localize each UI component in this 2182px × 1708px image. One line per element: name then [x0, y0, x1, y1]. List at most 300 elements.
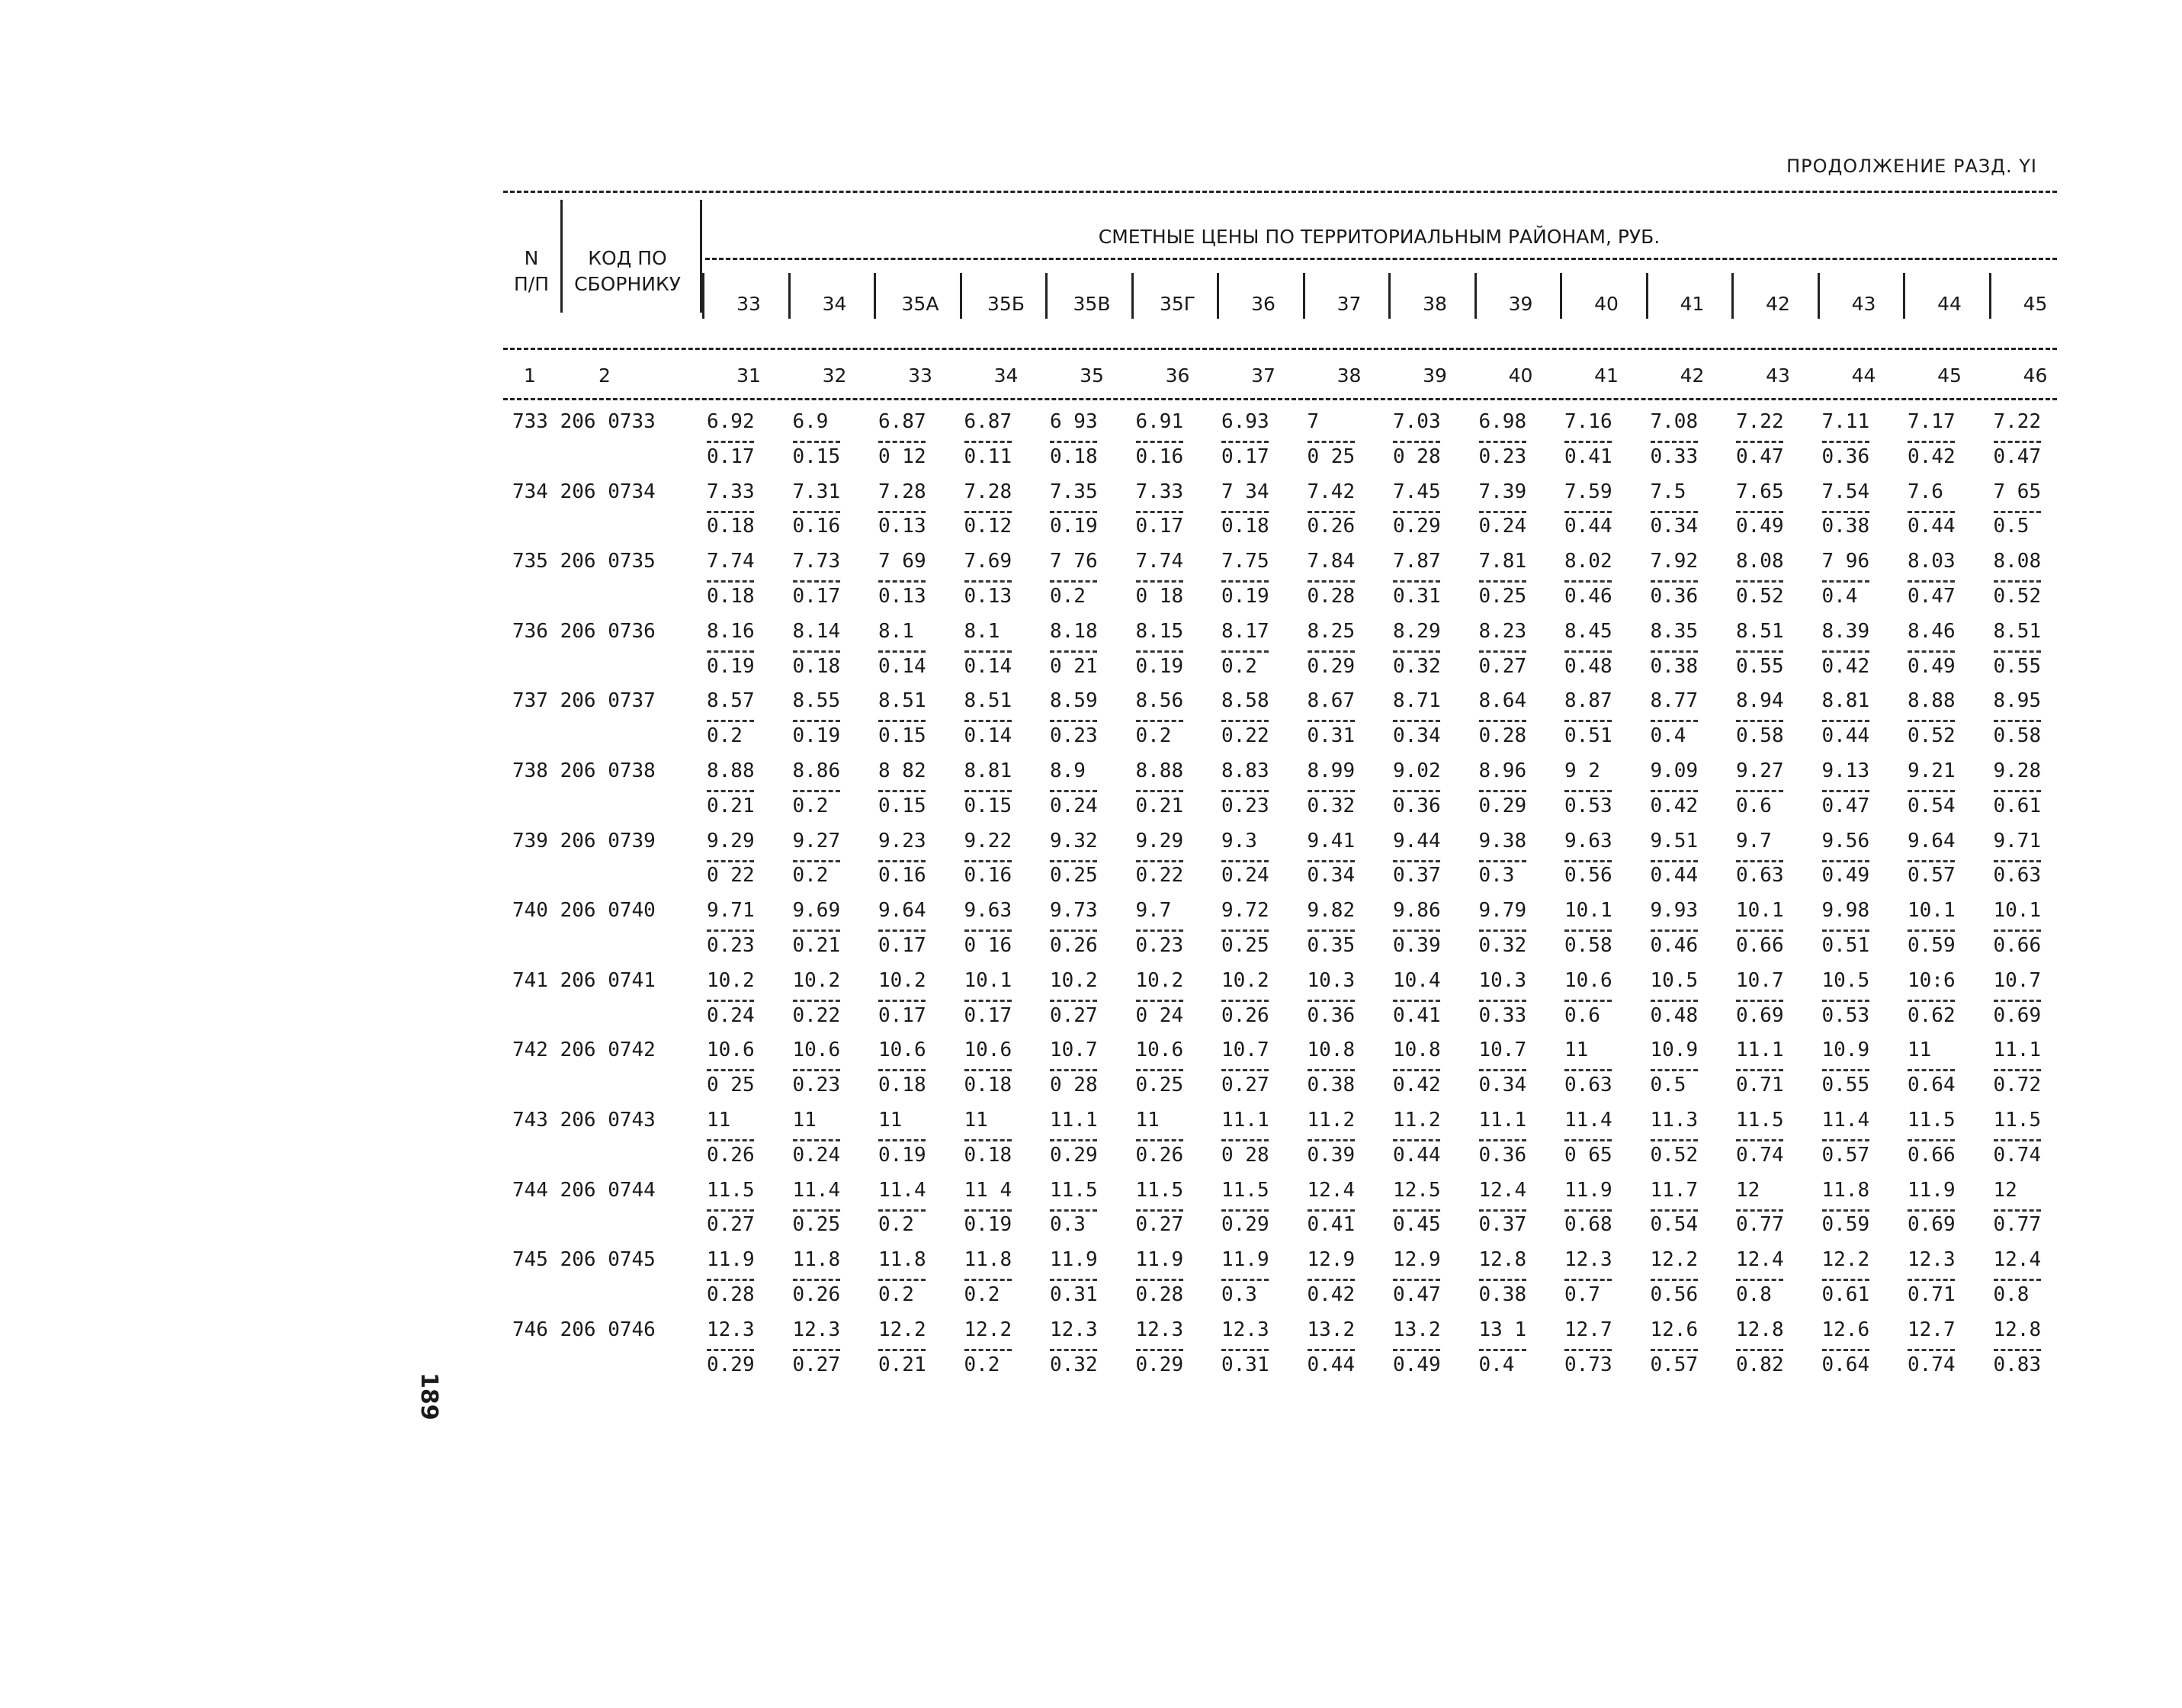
fraction-bar — [1822, 580, 1869, 583]
fraction-bar — [1908, 720, 1955, 722]
price-cell: 0.24 — [1221, 864, 1269, 888]
price-cell: 11 — [1564, 1039, 1589, 1062]
price-cell: 12.9 — [1307, 1248, 1356, 1272]
price-cell: 12.4 — [1307, 1178, 1356, 1202]
fraction-bar — [1651, 1349, 1698, 1351]
price-cell: 8.46 — [1908, 619, 1956, 643]
price-cell: 0.32 — [1478, 934, 1527, 957]
price-cell: 12.8 — [1993, 1318, 2042, 1341]
price-cell: 0.31 — [1221, 1353, 1269, 1376]
fraction-bar — [707, 441, 754, 443]
price-cell: 10.9 — [1821, 1039, 1870, 1062]
price-cell: 0.31 — [1307, 724, 1356, 748]
price-cell: 0.26 — [707, 1143, 755, 1167]
fraction-bar — [964, 860, 1012, 862]
price-cell: 7.73 — [792, 550, 841, 573]
fraction-bar — [1136, 860, 1183, 862]
fraction-bar — [1908, 650, 1955, 653]
price-cell: 0.21 — [1135, 794, 1184, 817]
fraction-bar — [878, 1279, 926, 1281]
price-cell: 0.19 — [878, 1143, 926, 1167]
fraction-bar — [1221, 1209, 1269, 1212]
price-cell: 10.9 — [1650, 1039, 1699, 1062]
price-cell: 0.3 — [1050, 1213, 1086, 1237]
fraction-bar — [1308, 650, 1355, 653]
fraction-bar — [1822, 650, 1869, 653]
price-cell: 9.28 — [1993, 759, 2042, 782]
price-cell: 0.31 — [1393, 585, 1441, 608]
price-cell: 9.79 — [1478, 899, 1527, 923]
fraction-bar — [1994, 1069, 2041, 1071]
price-cell: 0.58 — [1564, 934, 1612, 957]
price-cell: 0.34 — [1393, 724, 1441, 748]
price-cell: 0.59 — [1821, 1213, 1870, 1237]
fraction-bar — [1736, 441, 1783, 443]
price-cell: 0.25 — [1135, 1074, 1184, 1097]
price-cell: 0.24 — [1478, 515, 1527, 538]
fraction-bar — [878, 1209, 926, 1212]
price-cell: 8.55 — [792, 689, 841, 713]
price-cell: 11.2 — [1307, 1109, 1356, 1132]
fraction-bar — [1393, 1000, 1440, 1002]
price-cell: 0.42 — [1307, 1283, 1356, 1306]
fraction-bar — [1564, 860, 1612, 862]
price-cell: 0.2 — [1135, 724, 1172, 748]
price-cell: 10:6 — [1908, 968, 1956, 992]
price-cell: 0.15 — [792, 445, 841, 468]
row-code: 733 206 0733 — [512, 410, 656, 433]
fraction-bar — [1736, 720, 1783, 722]
price-cell: 0.73 — [1564, 1353, 1612, 1376]
price-cell: 0.2 — [1050, 585, 1086, 608]
fraction-bar — [1736, 929, 1783, 932]
price-cell: 0.32 — [1393, 654, 1441, 678]
fraction-bar — [1564, 1349, 1612, 1351]
fraction-bar — [1050, 790, 1097, 792]
fraction-bar — [1651, 441, 1698, 443]
price-cell: 0.52 — [1736, 585, 1784, 608]
fraction-bar — [1479, 1000, 1526, 1002]
fraction-bar — [1651, 929, 1698, 932]
price-cell: 0.18 — [707, 515, 755, 538]
price-cell: 0.66 — [1908, 1143, 1956, 1167]
price-cell: 11.1 — [1050, 1109, 1098, 1132]
price-cell: 11.8 — [1821, 1178, 1870, 1202]
price-cell: 11.4 — [1564, 1109, 1612, 1132]
fraction-bar — [1136, 1349, 1183, 1351]
price-cell: 0 22 — [707, 864, 755, 888]
price-cell: 0.2 — [707, 724, 743, 748]
price-cell: 0.57 — [1908, 864, 1956, 888]
price-cell: 0.38 — [1478, 1283, 1527, 1306]
price-cell: 8.08 — [1736, 550, 1784, 573]
fraction-bar — [1050, 1209, 1097, 1212]
fraction-bar — [1050, 580, 1097, 583]
district-divider — [1474, 273, 1477, 319]
fraction-bar — [878, 790, 926, 792]
row-code: 734 206 0734 — [512, 480, 656, 503]
price-cell: 11.5 — [707, 1178, 755, 1202]
price-cell: 0.36 — [1478, 1143, 1527, 1167]
price-cell: 0.17 — [964, 1003, 1012, 1027]
price-cell: 0.77 — [1736, 1213, 1784, 1237]
price-cell: 11 — [792, 1109, 817, 1132]
price-cell: 0.47 — [1393, 1283, 1441, 1306]
price-cell: 9.72 — [1221, 899, 1269, 923]
price-cell: 8.88 — [707, 759, 755, 782]
fraction-bar — [964, 1069, 1012, 1071]
column-number: 43 — [1766, 364, 1790, 387]
price-cell: 8.88 — [1908, 689, 1956, 713]
price-cell: 0.21 — [792, 934, 841, 957]
price-cell: 8.15 — [1135, 619, 1184, 643]
price-cell: 8.81 — [964, 759, 1012, 782]
fraction-bar — [793, 1349, 840, 1351]
fraction-bar — [1479, 1139, 1526, 1141]
price-cell: 0.46 — [1650, 934, 1699, 957]
fraction-bar — [793, 1000, 840, 1002]
price-cell: 12.3 — [1564, 1248, 1612, 1272]
price-cell: 0.11 — [964, 445, 1012, 468]
price-cell: 7.84 — [1307, 550, 1356, 573]
price-cell: 0.4 — [1650, 724, 1686, 748]
price-cell: 10.1 — [1993, 899, 2042, 923]
price-cell: 0.17 — [1221, 445, 1269, 468]
fraction-bar — [793, 720, 840, 722]
price-cell: 0.24 — [1050, 794, 1098, 817]
price-cell: 9.64 — [1908, 829, 1956, 852]
fraction-bar — [1822, 1000, 1869, 1002]
price-cell: 0.66 — [1993, 934, 2042, 957]
price-cell: 12.7 — [1564, 1318, 1612, 1341]
district-header: 38 — [1423, 293, 1447, 315]
price-cell: 0.47 — [1821, 794, 1870, 817]
price-cell: 0.56 — [1650, 1283, 1699, 1306]
price-cell: 9.7 — [1135, 899, 1172, 923]
price-cell: 12.9 — [1393, 1248, 1441, 1272]
price-cell: 0.68 — [1564, 1213, 1612, 1237]
fraction-bar — [1994, 1000, 2041, 1002]
row-code: 745 206 0745 — [512, 1248, 656, 1272]
price-cell: 8.35 — [1650, 619, 1699, 643]
fraction-bar — [1822, 720, 1869, 722]
fraction-bar — [1393, 1349, 1440, 1351]
column-number: 41 — [1594, 364, 1619, 387]
price-cell: 13.2 — [1393, 1318, 1441, 1341]
price-cell: 0.41 — [1564, 445, 1612, 468]
price-cell: 0.48 — [1650, 1003, 1699, 1027]
price-cell: 0.38 — [1650, 654, 1699, 678]
price-cell: 7.54 — [1821, 480, 1870, 503]
price-cell: 13.2 — [1307, 1318, 1356, 1341]
price-cell: 7.42 — [1307, 480, 1356, 503]
price-cell: 11 — [707, 1109, 731, 1132]
fraction-bar — [1479, 580, 1526, 583]
fraction-bar — [1994, 511, 2041, 513]
fraction-bar — [1136, 580, 1183, 583]
fraction-bar — [1994, 790, 2041, 792]
price-cell: 0.14 — [964, 654, 1012, 678]
price-cell: 9.63 — [1564, 829, 1612, 852]
price-cell: 9.3 — [1221, 829, 1257, 852]
price-cell: 11.9 — [1050, 1248, 1098, 1272]
price-cell: 10.6 — [1564, 968, 1612, 992]
price-cell: 12.8 — [1478, 1248, 1527, 1272]
price-cell: 0.19 — [1221, 585, 1269, 608]
price-cell: 0.47 — [1736, 445, 1784, 468]
price-cell: 0.32 — [1307, 794, 1356, 817]
district-divider — [1818, 273, 1820, 319]
price-cell: 0.21 — [878, 1353, 926, 1376]
fraction-bar — [707, 650, 754, 653]
fraction-bar — [878, 1349, 926, 1351]
fraction-bar — [1393, 860, 1440, 862]
price-cell: 0.72 — [1993, 1074, 2042, 1097]
fraction-bar — [878, 650, 926, 653]
price-cell: 9.51 — [1650, 829, 1699, 852]
price-cell: 8.1 — [964, 619, 1000, 643]
price-cell: 0 25 — [1307, 445, 1356, 468]
fraction-bar — [1308, 1279, 1355, 1281]
fraction-bar — [1221, 1000, 1269, 1002]
price-cell: 7.33 — [707, 480, 755, 503]
fraction-bar — [1221, 1279, 1269, 1281]
price-cell: 0.29 — [1221, 1213, 1269, 1237]
price-cell: 7.28 — [964, 480, 1012, 503]
price-cell: 0.57 — [1821, 1143, 1870, 1167]
price-cell: 0.22 — [1135, 864, 1184, 888]
price-cell: 0.13 — [878, 585, 926, 608]
fraction-bar — [707, 1000, 754, 1002]
price-cell: 11 — [1135, 1109, 1160, 1132]
district-header: 35А — [901, 293, 939, 315]
price-cell: 0.22 — [792, 1003, 841, 1027]
fraction-bar — [1651, 511, 1698, 513]
fraction-bar — [1651, 1000, 1698, 1002]
fraction-bar — [1050, 650, 1097, 653]
price-cell: 0.17 — [707, 445, 755, 468]
price-cell: 7.17 — [1908, 410, 1956, 433]
price-cell: 8.45 — [1564, 619, 1612, 643]
fraction-bar — [1994, 929, 2041, 932]
price-cell: 0.63 — [1564, 1074, 1612, 1097]
price-cell: 9.93 — [1650, 899, 1699, 923]
price-cell: 0.44 — [1564, 515, 1612, 538]
district-header: 44 — [1937, 293, 1962, 315]
price-cell: 0 12 — [878, 445, 926, 468]
price-cell: 6.9 — [792, 410, 829, 433]
price-cell: 0.42 — [1821, 654, 1870, 678]
fraction-bar — [964, 1139, 1012, 1141]
price-cell: 12.3 — [792, 1318, 841, 1341]
price-cell: 7.28 — [878, 480, 926, 503]
price-cell: 8.9 — [1050, 759, 1086, 782]
price-cell: 0.44 — [1650, 864, 1699, 888]
price-cell: 7 34 — [1221, 480, 1269, 503]
price-cell: 0.38 — [1821, 515, 1870, 538]
price-cell: 8.59 — [1050, 689, 1098, 713]
price-cell: 7 76 — [1050, 550, 1098, 573]
page-number: 189 — [416, 1372, 442, 1421]
price-cell: 0.64 — [1821, 1353, 1870, 1376]
price-cell: 0.17 — [878, 934, 926, 957]
fraction-bar — [1908, 790, 1955, 792]
price-cell: 11.9 — [1221, 1248, 1269, 1272]
fraction-bar — [707, 860, 754, 862]
district-divider — [1303, 273, 1305, 319]
price-cell: 0 28 — [1050, 1074, 1098, 1097]
price-cell: 9.21 — [1908, 759, 1956, 782]
price-cell: 10.1 — [1564, 899, 1612, 923]
fraction-bar — [1308, 1000, 1355, 1002]
fraction-bar — [1308, 1069, 1355, 1071]
fraction-bar — [793, 790, 840, 792]
price-cell: 0.27 — [792, 1353, 841, 1376]
price-cell: 6 93 — [1050, 410, 1098, 433]
price-cell: 0.31 — [1050, 1283, 1098, 1306]
price-cell: 8.03 — [1908, 550, 1956, 573]
price-cell: 10.2 — [1050, 968, 1098, 992]
fraction-bar — [878, 441, 926, 443]
price-cell: 8.16 — [707, 619, 755, 643]
fraction-bar — [1308, 929, 1355, 932]
price-cell: 0.45 — [1393, 1213, 1441, 1237]
price-cell: 0.16 — [878, 864, 926, 888]
price-cell: 10.2 — [1221, 968, 1269, 992]
price-cell: 0.29 — [1478, 794, 1527, 817]
fraction-bar — [1479, 790, 1526, 792]
price-cell: 0.34 — [1650, 515, 1699, 538]
price-cell: 0.53 — [1821, 1003, 1870, 1027]
price-cell: 8.08 — [1993, 550, 2042, 573]
district-divider — [1045, 273, 1048, 319]
header-n-pp: N П/П — [513, 247, 550, 295]
price-cell: 0.36 — [1650, 585, 1699, 608]
price-cell: 0 16 — [964, 934, 1012, 957]
fraction-bar — [707, 720, 754, 722]
fraction-bar — [1136, 1209, 1183, 1212]
price-cell: 0.77 — [1993, 1213, 2042, 1237]
price-cell: 0.42 — [1393, 1074, 1441, 1097]
price-cell: 0.3 — [1478, 864, 1515, 888]
price-cell: 8.56 — [1135, 689, 1184, 713]
fraction-bar — [1994, 580, 2041, 583]
price-cell: 11 — [1908, 1039, 1932, 1062]
fraction-bar — [1050, 511, 1097, 513]
price-cell: 7.39 — [1478, 480, 1527, 503]
price-cell: 9.38 — [1478, 829, 1527, 852]
fraction-bar — [793, 1209, 840, 1212]
price-cell: 10.6 — [878, 1039, 926, 1062]
column-number-rule — [503, 398, 2057, 400]
fraction-bar — [1908, 1279, 1955, 1281]
row-code: 743 206 0743 — [512, 1109, 656, 1132]
price-cell: 13 1 — [1478, 1318, 1527, 1341]
price-cell: 0 18 — [1135, 585, 1184, 608]
price-cell: 11.5 — [1908, 1109, 1956, 1132]
district-divider — [1388, 273, 1391, 319]
fraction-bar — [1308, 441, 1355, 443]
price-cell: 0 28 — [1393, 445, 1441, 468]
price-cell: 7.08 — [1650, 410, 1699, 433]
price-cell: 8.51 — [1736, 619, 1784, 643]
price-cell: 0.7 — [1564, 1283, 1600, 1306]
district-header: 35Б — [987, 293, 1025, 315]
price-cell: 0.23 — [1050, 724, 1098, 748]
price-cell: 0.18 — [1221, 515, 1269, 538]
price-cell: 0.53 — [1564, 794, 1612, 817]
price-cell: 0.42 — [1908, 445, 1956, 468]
price-cell: 11 4 — [964, 1178, 1012, 1202]
price-cell: 0.5 — [1993, 515, 2030, 538]
fraction-bar — [964, 580, 1012, 583]
price-cell: 0.8 — [1993, 1283, 2030, 1306]
fraction-bar — [1822, 1279, 1869, 1281]
price-cell: 0.17 — [878, 1003, 926, 1027]
district-header: 37 — [1336, 293, 1362, 315]
district-header: 34 — [822, 293, 847, 315]
district-header: 39 — [1508, 293, 1533, 315]
price-cell: 0.19 — [1050, 515, 1098, 538]
price-cell: 0.28 — [1307, 585, 1356, 608]
row-code: 738 206 0738 — [512, 759, 656, 782]
price-cell: 9.23 — [878, 829, 926, 852]
price-cell: 9.63 — [964, 899, 1012, 923]
fraction-bar — [1994, 1279, 2041, 1281]
district-divider — [1131, 273, 1134, 319]
price-cell: 10.2 — [792, 968, 841, 992]
price-cell: 8.64 — [1478, 689, 1527, 713]
price-cell: 0.26 — [1135, 1143, 1184, 1167]
price-cell: 0.58 — [1736, 724, 1784, 748]
price-cell: 0.41 — [1307, 1213, 1356, 1237]
price-cell: 9.29 — [707, 829, 755, 852]
fraction-bar — [707, 929, 754, 932]
price-cell: 11.9 — [1135, 1248, 1184, 1272]
price-cell: 0.18 — [792, 654, 841, 678]
price-cell: 0.19 — [964, 1213, 1012, 1237]
price-cell: 11.9 — [1908, 1178, 1956, 1202]
district-header: 36 — [1251, 293, 1276, 315]
price-cell: 0.19 — [707, 654, 755, 678]
price-cell: 6.98 — [1478, 410, 1527, 433]
row-code: 735 206 0735 — [512, 550, 656, 573]
price-cell: 0.48 — [1564, 654, 1612, 678]
price-cell: 11.1 — [1478, 1109, 1527, 1132]
price-cell: 0.26 — [1221, 1003, 1269, 1027]
price-cell: 0.26 — [792, 1283, 841, 1306]
price-cell: 0.36 — [1393, 794, 1441, 817]
price-cell: 8.51 — [964, 689, 1012, 713]
fraction-bar — [1736, 511, 1783, 513]
fraction-bar — [1651, 1139, 1698, 1141]
price-cell: 7.65 — [1736, 480, 1784, 503]
price-cell: 0.22 — [1221, 724, 1269, 748]
price-cell: 0.59 — [1908, 934, 1956, 957]
price-cell: 0.2 — [792, 794, 829, 817]
fraction-bar — [1393, 1209, 1440, 1212]
price-cell: 7 — [1307, 410, 1320, 433]
price-cell: 0.54 — [1908, 794, 1956, 817]
district-header: 35Г — [1159, 293, 1196, 315]
price-cell: 9.86 — [1393, 899, 1441, 923]
price-cell: 10.1 — [1736, 899, 1784, 923]
price-cell: 0.23 — [1221, 794, 1269, 817]
price-cell: 0.63 — [1993, 864, 2042, 888]
fraction-bar — [1908, 1349, 1955, 1351]
district-header: 45 — [2023, 293, 2048, 315]
price-cell: 11.4 — [878, 1178, 926, 1202]
